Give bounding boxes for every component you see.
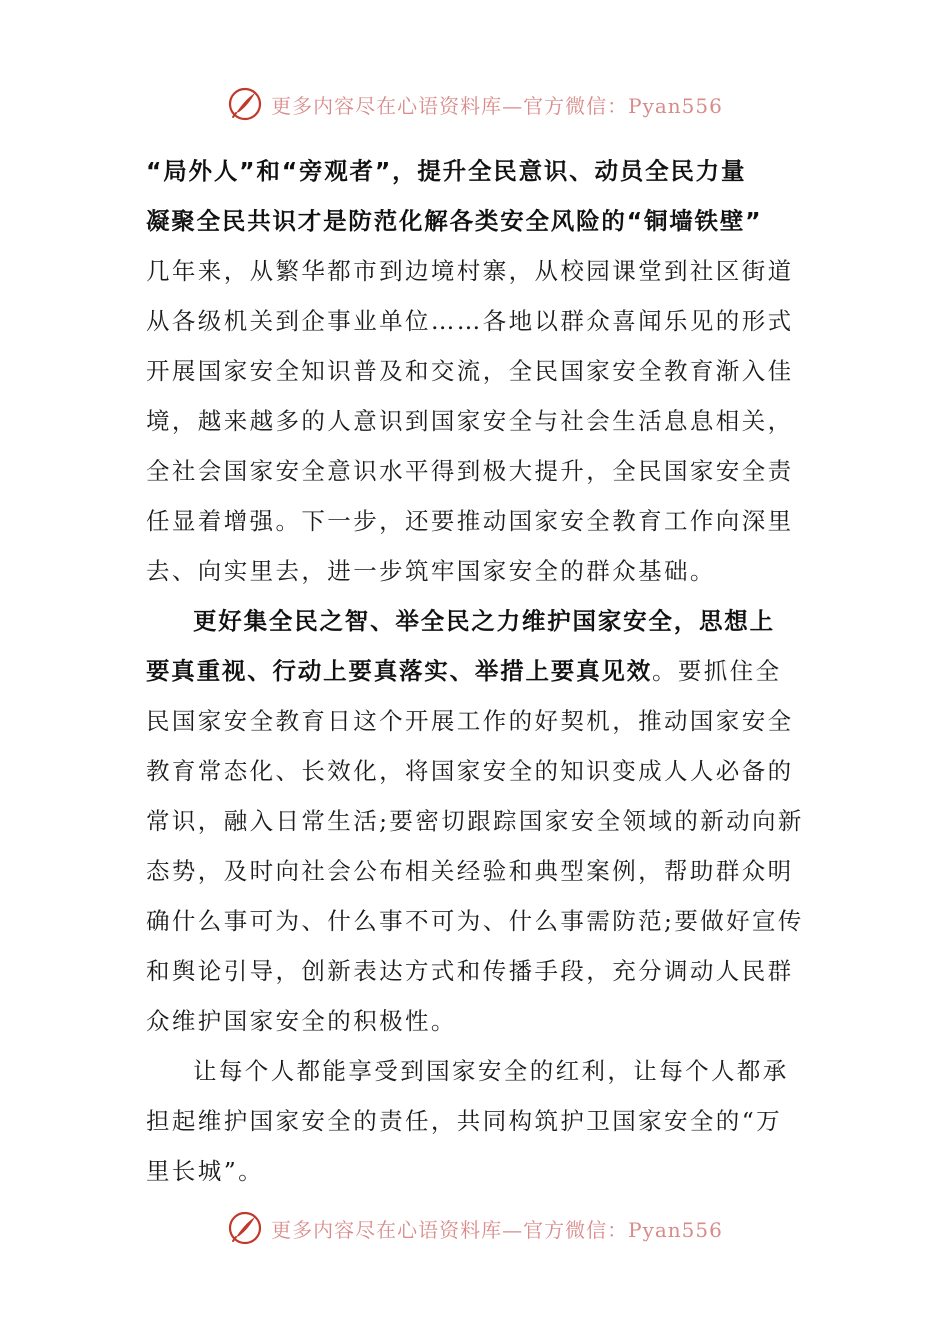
text-line <box>146 396 806 446</box>
text-segment: 担起维护国家安全的责任，共同构筑护卫国家安全的“万 <box>146 1107 783 1135</box>
text-line <box>146 446 806 496</box>
text-segment: 任显着增强。下一步，还要推动国家安全教育工作向深里 <box>146 507 794 535</box>
text-line <box>146 146 806 196</box>
text-line <box>146 1046 806 1096</box>
text-segment: 境，越来越多的人意识到国家安全与社会生活息息相关， <box>146 407 794 435</box>
text-segment: 民国家安全教育日这个开展工作的好契机，推动国家安全 <box>146 707 794 735</box>
text-segment: 开展国家安全知识普及和交流，全民国家安全教育渐入佳 <box>146 357 794 385</box>
text-line <box>146 596 806 646</box>
text-line <box>146 546 806 596</box>
text-segment: 去、向实里去，进一步筑牢国家安全的群众基础。 <box>146 557 716 585</box>
text-line <box>146 296 806 346</box>
text-segment: 几年来，从繁华都市到边境村寨，从校园课堂到社区街道 <box>146 257 794 285</box>
text-segment: 里长城”。 <box>146 1157 265 1185</box>
text-line <box>146 1146 806 1196</box>
text-line <box>146 846 806 896</box>
header-watermark <box>0 82 950 126</box>
bold-text-segment: 更好集全民之智、举全民之力维护国家安全，思想上 <box>193 607 775 635</box>
footer-watermark <box>0 1206 950 1250</box>
text-segment: 众维护国家安全的积极性。 <box>146 1007 457 1035</box>
text-line <box>146 746 806 796</box>
quill-logo-icon <box>227 1210 263 1246</box>
text-segment: 常识，融入日常生活;要密切跟踪国家安全领域的新动向新 <box>146 807 804 835</box>
text-line <box>146 696 806 746</box>
text-line <box>146 346 806 396</box>
quill-logo-icon <box>227 86 263 122</box>
text-segment: 教育常态化、长效化，将国家安全的知识变成人人必备的 <box>146 757 794 785</box>
text-line <box>146 796 806 846</box>
text-segment: 全社会国家安全意识水平得到极大提升，全民国家安全责 <box>146 457 794 485</box>
text-line <box>146 1096 806 1146</box>
watermark-text: 更多内容尽在心语资料库—官方微信：Pyan556 <box>271 1217 723 1242</box>
text-line <box>146 896 806 946</box>
text-line <box>146 996 806 1046</box>
text-segment: 让每个人都能享受到国家安全的红利，让每个人都承 <box>193 1057 789 1085</box>
text-line <box>146 246 806 296</box>
bold-text-segment: “局外人”和“旁观者”，提升全民意识、动员全民力量 <box>146 157 747 185</box>
text-line <box>146 646 806 696</box>
document-body <box>146 146 806 1196</box>
bold-text-segment: 要真重视、行动上要真落实、举措上要真见效 <box>146 657 652 685</box>
text-line <box>146 196 806 246</box>
text-segment: 和舆论引导，创新表达方式和传播手段，充分调动人民群 <box>146 957 794 985</box>
text-segment: 确什么事可为、什么事不可为、什么事需防范;要做好宣传 <box>146 907 804 935</box>
text-line <box>146 946 806 996</box>
text-line <box>146 496 806 546</box>
bold-text-segment: 凝聚全民共识才是防范化解各类安全风险的“铜墙铁壁” <box>146 207 763 235</box>
text-segment: 从各级机关到企事业单位……各地以群众喜闻乐见的形式 <box>146 307 794 335</box>
text-segment: 态势，及时向社会公布相关经验和典型案例，帮助群众明 <box>146 857 794 885</box>
watermark-text: 更多内容尽在心语资料库—官方微信：Pyan556 <box>271 93 723 118</box>
text-segment: 。要抓住全 <box>652 657 782 685</box>
